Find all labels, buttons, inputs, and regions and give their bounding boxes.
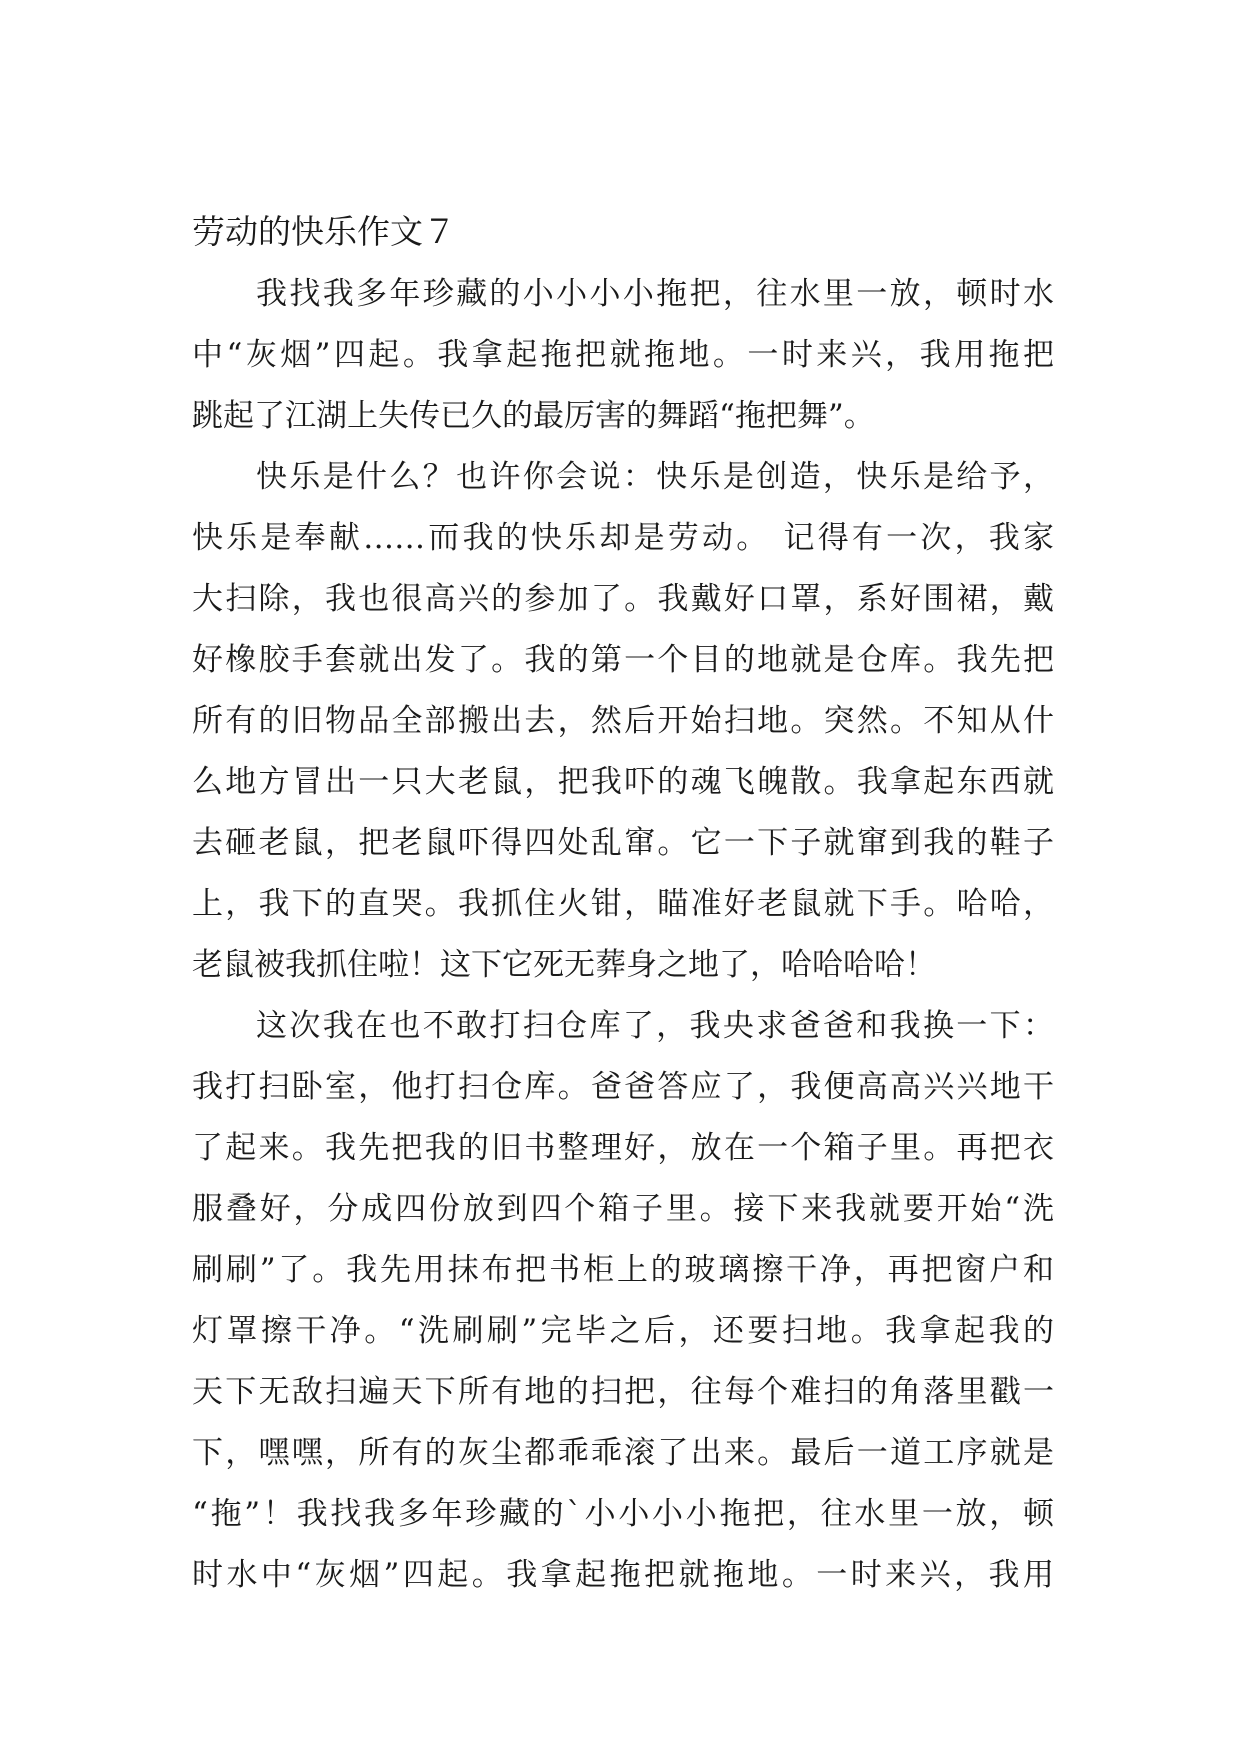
document-title: 劳动的快乐作文７ bbox=[192, 212, 456, 251]
text-line: 灯罩擦干净。“洗刷刷”完毕之后，还要扫地。我拿起我的 bbox=[192, 1313, 1054, 1349]
text-line: 快乐是奉献……而我的快乐却是劳动。 记得有一次，我家 bbox=[192, 520, 1054, 556]
text-line: 所有的旧物品全部搬出去，然后开始扫地。突然。不知从什 bbox=[192, 703, 1054, 739]
text-line: 了起来。我先把我的旧书整理好，放在一个箱子里。再把衣 bbox=[192, 1130, 1054, 1166]
text-line: 跳起了江湖上失传已久的最厉害的舞蹈“拖把舞”。 bbox=[192, 398, 875, 434]
text-line: 我打扫卧室，他打扫仓库。爸爸答应了，我便高高兴兴地干 bbox=[192, 1069, 1054, 1105]
text-line: 老鼠被我抓住啦！这下它死无葬身之地了，哈哈哈哈！ bbox=[192, 947, 936, 983]
text-line: 好橡胶手套就出发了。我的第一个目的地就是仓库。我先把 bbox=[192, 642, 1054, 678]
text-line: 大扫除，我也很高兴的参加了。我戴好口罩，系好围裙，戴 bbox=[192, 581, 1054, 617]
paragraph-1 bbox=[192, 264, 1054, 447]
text-line: 时水中“灰烟”四起。我拿起拖把就拖地。一时来兴，我用 bbox=[192, 1557, 1054, 1593]
text-line: 这次我在也不敢打扫仓库了，我央求爸爸和我换一下： bbox=[256, 1008, 1054, 1044]
text-line: 我找我多年珍藏的小小小小拖把，往水里一放，顿时水 bbox=[256, 276, 1054, 312]
text-line: 中“灰烟”四起。我拿起拖把就拖地。一时来兴，我用拖把 bbox=[192, 337, 1054, 373]
text-line: 去砸老鼠，把老鼠吓得四处乱窜。它一下子就窜到我的鞋子 bbox=[192, 825, 1054, 861]
text-line: 下，嘿嘿，所有的灰尘都乖乖滚了出来。最后一道工序就是 bbox=[192, 1435, 1054, 1471]
text-line: 刷刷”了。我先用抹布把书柜上的玻璃擦干净，再把窗户和 bbox=[192, 1252, 1054, 1288]
paragraph-3 bbox=[192, 996, 1054, 1606]
document-page bbox=[192, 208, 1054, 1606]
text-line: 服叠好，分成四份放到四个箱子里。接下来我就要开始“洗 bbox=[192, 1191, 1054, 1227]
text-line: 快乐是什么？也许你会说：快乐是创造，快乐是给予， bbox=[256, 459, 1054, 495]
text-line: 上，我下的直哭。我抓住火钳，瞄准好老鼠就下手。哈哈， bbox=[192, 886, 1054, 922]
text-line: 天下无敌扫遍天下所有地的扫把，往每个难扫的角落里戳一 bbox=[192, 1374, 1054, 1410]
paragraph-2 bbox=[192, 447, 1054, 996]
text-line: “拖”！我找我多年珍藏的`小小小小拖把，往水里一放，顿 bbox=[192, 1496, 1054, 1532]
text-line: 么地方冒出一只大老鼠，把我吓的魂飞魄散。我拿起东西就 bbox=[192, 764, 1054, 800]
